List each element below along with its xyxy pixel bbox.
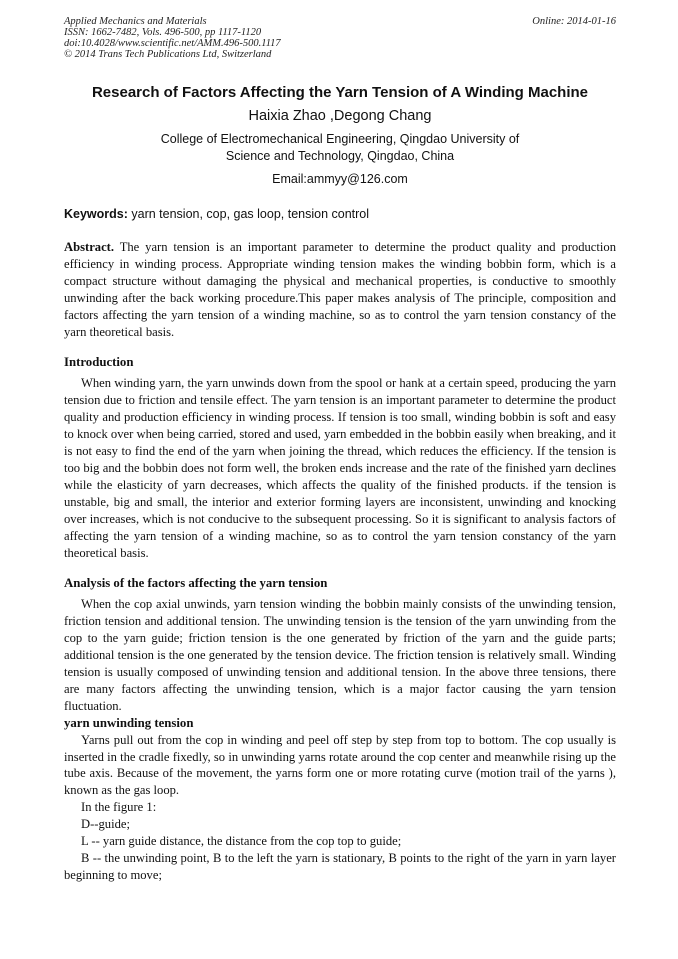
- issn-line: ISSN: 1662-7482, Vols. 496-500, pp 1117-1120: [64, 27, 262, 38]
- abstract: [64, 239, 616, 340]
- figure-legend-item: B -- the unwinding point, B to the left the yarn is stationary, B points to the right of the yarn in yarn layer beginning to move;: [64, 851, 616, 882]
- doi-line: doi:10.4028/www.scientific.net/AMM.496-500.1117: [64, 38, 281, 49]
- figure-legend-item: In the figure 1:: [81, 800, 157, 815]
- figure-legend-item: D--guide;: [81, 817, 130, 832]
- author-email: Email:ammyy@126.com: [272, 172, 408, 186]
- online-date: Online: 2014-01-16: [532, 16, 616, 27]
- copyright-line: © 2014 Trans Tech Publications Ltd, Switzerland: [64, 49, 272, 60]
- keywords-label: Keywords:: [64, 207, 128, 221]
- figure-legend-item: L -- yarn guide distance, the distance from the cop top to guide;: [81, 834, 402, 849]
- introduction-paragraph: When winding yarn, the yarn unwinds down from the spool or hank at a certain speed, producing the yarn tension due to friction and tensile effect. The yarn tension is an important parameter to determine the product quality and production efficiency in winding process. If tension is too small, winding bobbin is soft and easy to knock over when being carried, stored and used, yarn embedded in the bobbin easily when breaking, and it is not easy to find the end of the yarn when joining the thread, which reduces the efficiency. If the tension is too big and the bobbin does not form well, the broken ends increase and the rate of the finished yarn declines while the elasticity of yarn decreases, which affects the quality of the finished products. if the tension is unstable, big and small, the interior and exterior forming layers are inconsistent, unwinding and knocking over increases, which is not conducive to the subsequent processing. So it is significant to analysis factors of affecting the yarn tension of a winding machine, so as to control the yarn tension constancy of the yarn theoretical basis.: [64, 376, 616, 560]
- keywords-list: yarn tension, cop, gas loop, tension control: [131, 207, 370, 221]
- paper-authors: Haixia Zhao ,Degong Chang: [248, 108, 432, 124]
- unwinding-tension-heading: yarn unwinding tension: [64, 715, 194, 730]
- unwinding-tension-paragraph: Yarns pull out from the cop in winding and peel off step by step from top to bottom. The cop usually is inserted in the cradle fixedly, so in unwinding yarns rotate around the cop center and meanwhile rising up the tube axis. Because of the movement, the yarns form one or more rotating curve (motion trail of the yarns ), known as the gas loop.: [64, 732, 616, 798]
- journal-header: [64, 16, 616, 60]
- abstract-text: The yarn tension is an important parameter to determine the product quality and production efficiency in winding process. Appropriate winding tension makes the winding bobbin form, which is a compact structure without damaging the physical and mechanical properties, is conductive to smoothly unwinding after the back working procedure.This paper makes analysis of The principle, composition and factors affecting the yarn tension of a winding machine, so as to control the yarn tension constancy of the yarn theoretical basis.: [64, 240, 616, 339]
- introduction-heading: Introduction: [64, 355, 134, 370]
- paper-page: [64, 16, 616, 884]
- keywords: [64, 206, 616, 223]
- abstract-label: Abstract.: [64, 240, 115, 254]
- affiliation-line-2: Science and Technology, Qingdao, China: [225, 149, 455, 163]
- paper-title: Research of Factors Affecting the Yarn Tension of A Winding Machine: [91, 84, 589, 101]
- analysis-heading: Analysis of the factors affecting the yarn tension: [64, 576, 328, 591]
- journal-name: Applied Mechanics and Materials: [64, 16, 207, 27]
- figure-legend-list: [64, 799, 616, 884]
- analysis-paragraph: When the cop axial unwinds, yarn tension winding the bobbin mainly consists of the unwinding tension, friction tension and additional tension. The unwinding tension is the tension of the yarn unwinding from the cop to the yarn guide; friction tension is the one generated by friction of the yarn and the guide parts; additional tension is the one generated by the tension device. The friction tension is relatively small. Winding tension is usually composed of unwinding tension and additional tension. In the above three tensions, there are many factors affecting the unwinding tension, which is a major factor causing the yarn tension fluctuation.: [64, 597, 616, 713]
- affiliation: [64, 131, 616, 165]
- affiliation-line-1: College of Electromechanical Engineering, Qingdao University of: [160, 132, 520, 146]
